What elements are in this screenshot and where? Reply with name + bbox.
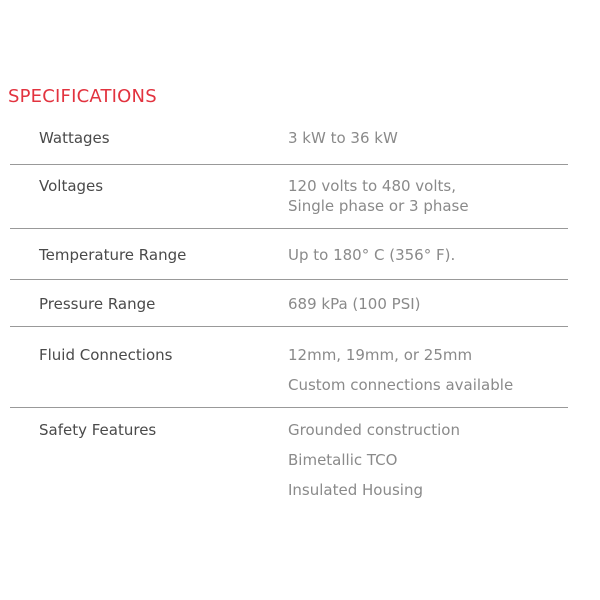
spec-value: Bimetallic TCO (288, 451, 398, 469)
spec-values (288, 176, 469, 216)
spec-label: Safety Features (39, 421, 157, 439)
spec-row-pressure-range (10, 280, 568, 327)
spec-row-temperature-range (10, 229, 568, 280)
spec-value: Custom connections available (288, 376, 514, 394)
spec-value: 689 kPa (100 PSI) (288, 295, 421, 313)
spec-row-wattages (10, 124, 568, 165)
spec-values (288, 415, 460, 505)
spec-row-safety-features (10, 408, 568, 508)
spec-values (288, 128, 398, 148)
spec-row-voltages (10, 165, 568, 229)
spec-values (288, 294, 421, 314)
spec-value: Insulated Housing (288, 481, 423, 499)
spec-row-fluid-connections (10, 327, 568, 408)
spec-values (288, 245, 455, 265)
spec-label: Pressure Range (39, 295, 156, 313)
spec-label: Wattages (39, 129, 110, 147)
section-heading: SPECIFICATIONS (8, 86, 157, 107)
spec-value: 12mm, 19mm, or 25mm (288, 346, 473, 364)
spec-values (288, 340, 513, 400)
spec-label: Fluid Connections (39, 346, 173, 364)
spec-value: Up to 180° C (356° F). (288, 246, 456, 264)
specifications-list (10, 124, 568, 508)
spec-label: Temperature Range (39, 246, 187, 264)
spec-value: Single phase or 3 phase (288, 197, 469, 215)
spec-label: Voltages (39, 177, 104, 195)
spec-value: Grounded construction (288, 421, 460, 439)
spec-value: 3 kW to 36 kW (288, 129, 398, 147)
spec-value: 120 volts to 480 volts, (288, 177, 456, 195)
